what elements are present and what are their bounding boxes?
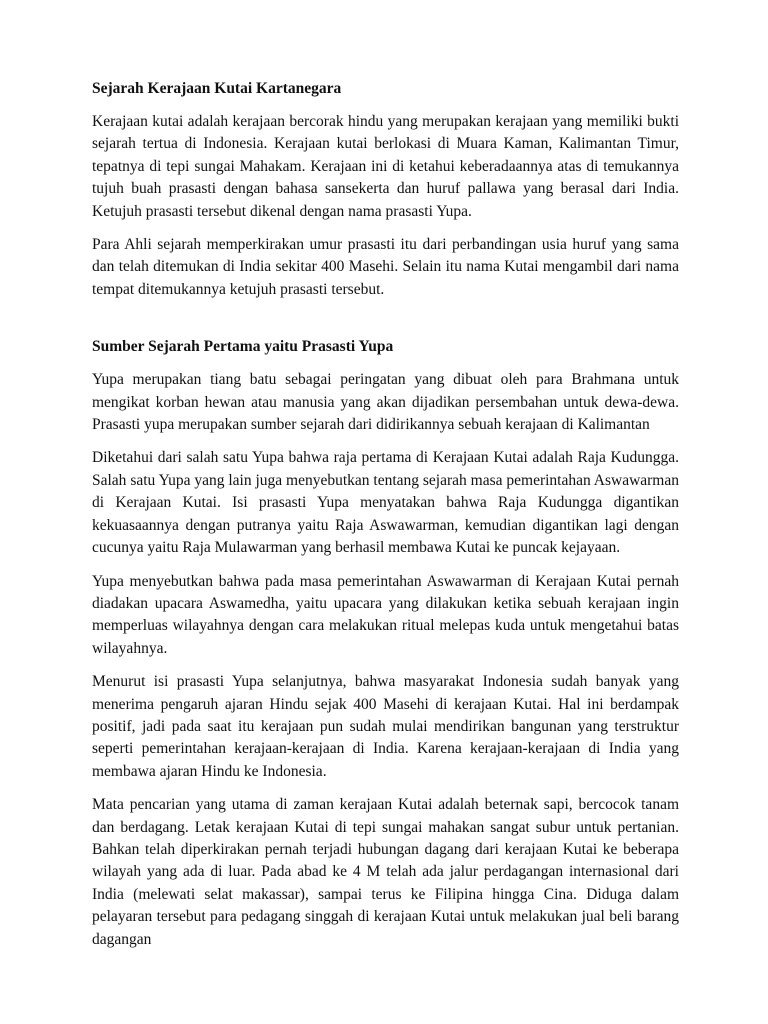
document-content	[92, 78, 679, 951]
paragraph: Kerajaan kutai adalah kerajaan bercorak hindu yang merupakan kerajaan yang memiliki bukti sejarah tertua di Indonesia. Kerajaan kutai berlokasi di Muara Kaman, Kalimantan Timur, tepatnya di tepi sungai Mahakam. Kerajaan ini di ketahui keberadaannya atas di temukannya tujuh buah prasasti dengan bahasa sansekerta dan huruf pallawa yang berasal dari India. Ketujuh prasasti tersebut dikenal dengan nama prasasti Yupa.	[92, 113, 679, 220]
paragraph: Diketahui dari salah satu Yupa bahwa raja pertama di Kerajaan Kutai adalah Raja Kudungga. Salah satu Yupa yang lain juga menyebutkan tentang sejarah masa pemerintahan Aswawarman di Kerajaan Kutai. Isi prasasti Yupa menyatakan bahwa Raja Kudungga digantikan kekuasaannya dengan putranya yaitu Raja Aswawarman, kemudian digantikan lagi dengan cucunya yaitu Raja Mulawarman yang berhasil membawa Kutai ke puncak kejayaan.	[92, 449, 679, 557]
section-title-kutai: Sejarah Kerajaan Kutai Kartanegara	[92, 80, 342, 97]
paragraph: Menurut isi prasasti Yupa selanjutnya, bahwa masyarakat Indonesia sudah banyak yang menerima pengaruh ajaran Hindu sejak 400 Masehi di kerajaan Kutai. Hal ini berdampak positif, jadi pada saat itu kerajaan pun sudah mulai mendirikan bangunan yang terstruktur seperti pemerintahan kerajaan-kerajaan di India. Karena kerajaan-kerajaan di India yang membawa ajaran Hindu ke Indonesia.	[92, 673, 679, 780]
section-title-yupa: Sumber Sejarah Pertama yaitu Prasasti Yupa	[92, 338, 394, 356]
paragraph: Yupa menyebutkan bahwa pada masa pemerintahan Aswawarman di Kerajaan Kutai pernah diadakan upacara Aswamedha, yaitu upacara yang dilakukan ketika sebuah kerajaan ingin memperluas wilayahnya dengan cara melakukan ritual melepas kuda untuk mengetahui batas wilayahnya.	[92, 572, 679, 657]
paragraph: Mata pencarian yang utama di zaman kerajaan Kutai adalah beternak sapi, bercocok tanam dan berdagang. Letak kerajaan Kutai di tepi sungai mahakan sangat subur untuk pertanian. Bahkan telah diperkirakan pernah terjadi hubungan dagang dari kerajaan Kutai ke beberapa wilayah yang ada di luar. Pada abad ke 4 M telah ada jalur perdagangan internasional dari India (melewati selat makassar), sampai terus ke Filipina hingga Cina. Diduga dalam pelayaran tersebut para pedagang singgah di kerajaan Kutai untuk melakukan jual beli barang dagangan	[92, 796, 679, 948]
paragraph: Yupa merupakan tiang batu sebagai peringatan yang dibuat oleh para Brahmana untuk mengikat korban hewan atau manusia yang akan dijadikan persembahan untuk dewa-dewa. Prasasti yupa merupakan sumber sejarah dari didirikannya sebuah kerajaan di Kalimantan	[92, 371, 679, 434]
paragraph: Para Ahli sejarah memperkirakan umur prasasti itu dari perbandingan usia huruf yang sama dan telah ditemukan di India sekitar 400 Masehi. Selain itu nama Kutai mengambil dari nama tempat ditemukannya ketujuh prasasti tersebut.	[92, 236, 679, 298]
